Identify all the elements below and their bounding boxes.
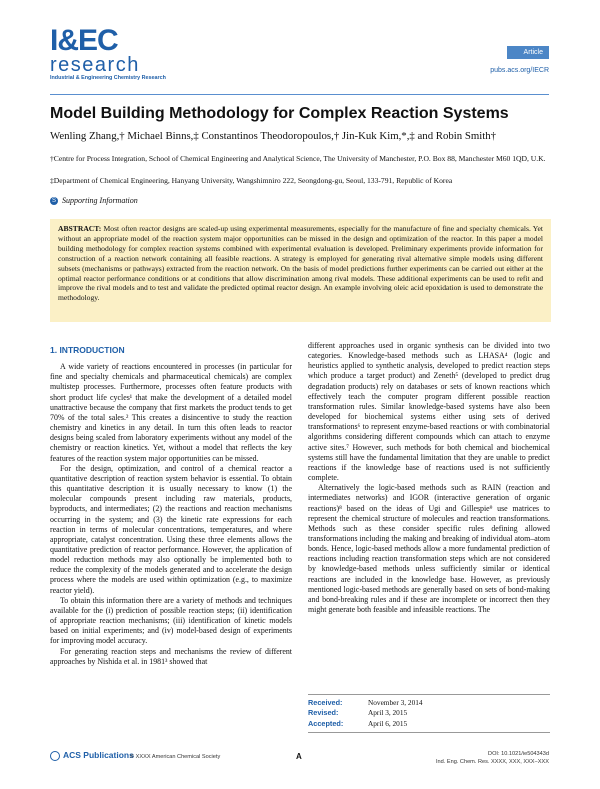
supporting-info-link[interactable] — [50, 196, 138, 205]
section-heading: 1. INTRODUCTION — [50, 345, 125, 355]
date-row — [308, 719, 550, 729]
logo-research: research — [50, 54, 140, 76]
history-dates — [308, 694, 550, 733]
paper-title: Model Building Methodology for Complex Reaction Systems — [50, 105, 509, 122]
header-rule — [50, 94, 549, 95]
date-value: April 6, 2015 — [368, 718, 408, 728]
supporting-info-label: Supporting Information — [62, 196, 138, 205]
page-number: A — [296, 752, 302, 761]
left-column — [50, 341, 292, 667]
doi[interactable]: DOI: 10.1021/ie504343d — [488, 751, 549, 757]
date-value: November 3, 2014 — [368, 698, 423, 707]
journal-logo[interactable] — [50, 24, 166, 82]
date-row — [308, 698, 550, 708]
logo-main: I&EC — [50, 24, 118, 57]
paragraph: A wide variety of reactions encountered in processes (in particular for fine and specialty chemicals and pharmaceutical chemicals) are complex multistep processes. Furthermore, processes often feature products with short product life cycles¹ that make the development of a detailed model unattractive because the company that first markets the product tends to get 70% of the total sales.² This creates a disincentive to study the reaction chemistry and kinetics in any detail. In turn this often leads to reactor designs being scaled from laboratory experiments without any model of the chemistry or reaction kinetics. Yet, without a model that reflects the key features of the reaction system major opportunities can be missed. — [50, 362, 292, 463]
author-list: Wenling Zhang,† Michael Binns,‡ Constantinos Theodoropoulos,† Jin-Kuk Kim,*,‡ and Robin Smith† — [50, 130, 497, 142]
date-value: April 3, 2015 — [368, 708, 408, 718]
date-label: Revised: — [308, 708, 339, 718]
affiliation-1: †Centre for Process Integration, School of Chemical Engineering and Analytical Science, The University of Manchester, P.O. Box 88, Manchester M60 1QD, U.K. — [50, 154, 546, 163]
publisher-name: ACS Publications — [63, 750, 134, 760]
supporting-info-icon: S — [51, 198, 56, 205]
date-label: Accepted: — [308, 718, 344, 728]
right-column — [308, 341, 550, 615]
paragraph: different approaches used in organic synthesis can be divided into two categories. Knowledge-based methods such as LHASA⁴ (logic and heuristics applied to synthetic analysis, developed to predict reaction steps which produce a target product) and Zeneth⁵ (developed to predict drug degradation products) rely on databases or sets of known reactions which effectively teach the computer program different possible reaction transformation rules. Similar knowledge-based systems have also been developed for biochemical systems either using sets of derived transformations⁶ to represent enzyme-based reactions or with combinatorial algorithms considering different compounds which can attach to enzyme active sites.⁷ However, such methods for both chemical and biochemical systems still have the fundamental limitation that they are unable to predict reactions if the knowledge base of reactions used is not sufficiently complete. — [308, 341, 550, 483]
journal-link[interactable]: pubs.acs.org/IECR — [490, 67, 549, 74]
publisher-logo[interactable] — [50, 750, 134, 761]
acs-icon — [50, 751, 60, 761]
abstract-text: Most often reactor designs are scaled-up using experimental measurements, especially for the manufacture of fine and specialty chemicals. Yet without an appropriate model of the reaction system major opportunities can be missed in the design and optimization of the reactor. In this paper a model building methodology for complex reaction systems combined with experimental evaluation is developed. Preliminary experiments provide information for construction of a reaction network containing all feasible reactions. A strategy is employed for generating rival alternative simple models using different subsets (mechanisms or pathways) extracted from the reaction network. On the basis of model predictions further experiments can be carried out either at the optimal reactor performance conditions or at conditions that allow discrimination among rival models. These additional experiments can be used to refit and improve the rival models and to test and validate the predicted optimal reactor design. An example involving oleic acid epoxidation is used to demonstrate the methodology. — [58, 224, 543, 303]
logo-subtitle: Industrial & Engineering Chemistry Research — [50, 75, 166, 81]
doi-block — [436, 750, 549, 766]
copyright: © XXXX American Chemical Society — [130, 754, 221, 760]
paragraph: For generating reaction steps and mechanisms the review of different approaches by Nishida et al. in 1981³ showed that — [50, 646, 292, 666]
paragraph: To obtain this information there are a variety of methods and techniques available for the (i) prediction of possible reaction steps; (ii) identification of appropriate reaction mechanisms; (iii) identification of kinetic models based on initial experiments; and (iv) model-based design of experiments for improving model accuracy. — [50, 595, 292, 646]
date-label: Received: — [308, 698, 343, 707]
article-tag: Article — [507, 46, 549, 59]
abstract-box — [50, 219, 551, 322]
paragraph: Alternatively the logic-based methods such as RAIN (reaction and intermediates networks) and IGOR (interactive generation of organic reactions)⁸ based on the ideas of Ugi and Gillespie⁹ use matrices to represent the chemical structure of molecules and reaction transformations. Methods such as these consider specific rules defining allowed transformations including the making and breaking of individual atom–atom bonds. Hence, logic-based methods allow a more fundamental prediction of reactions including reaction transformation steps which are not considered by knowledge-based methods unless sufficiently similar or identical reactions are included in the knowledge base. However, as previously mentioned logic-based methods are generally based on sets of bond-making and bond-breaking rules and if these are incomplete or incorrect then they might generate both feasible and infeasible reactions. The — [308, 483, 550, 615]
paragraph: For the design, optimization, and control of a chemical reactor a quantitative description of reaction system behavior is essential. To obtain this quantitative description it is usually necessary to know (1) the molecular compounds present including raw materials, products, byproducts, and intermediates; (2) the reactions and reaction mechanisms occurring in the system; and (3) the kinetic rate expressions for each reaction in terms of molecular concentrations, temperatures, and where appropriate, catalyst concentration. Using these three elements allows the quantitative prediction of reactor performance. However, the application of model reduction methods may also optionally be implemented both to reduce the complexity of the models generated and to accelerate the design process where the models are used within optimization (e.g., to maximize reactor yield). — [50, 463, 292, 595]
affiliation-2: ‡Department of Chemical Engineering, Hanyang University, Wangshimniro 222, Seongdong-gu, Seoul, 133-791, Republic of Korea — [50, 176, 453, 185]
journal-reference: Ind. Eng. Chem. Res. XXXX, XXX, XXX−XXX — [435, 759, 549, 765]
date-row — [308, 708, 550, 718]
abstract-label: ABSTRACT: — [58, 224, 102, 233]
